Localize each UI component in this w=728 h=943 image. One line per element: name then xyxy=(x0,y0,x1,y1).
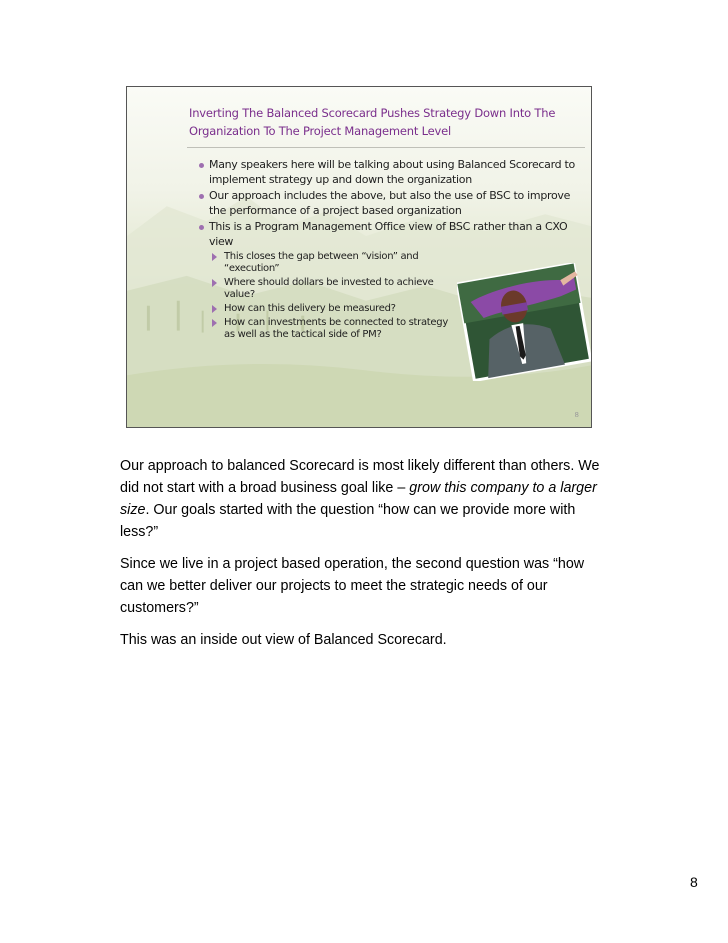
notes-text: Our approach to balanced Scorecard is most likely different than others. We did not start with a broad business goal like – xyxy=(120,458,600,496)
sub-bullet-item xyxy=(224,277,459,301)
bullet-dot-icon xyxy=(199,194,204,199)
notes-paragraph: Since we live in a project based operation, the second question was “how can we better deliver our projects to meet the strategic needs of our customers?” xyxy=(120,556,585,616)
bullet-item xyxy=(209,158,584,187)
slide-thumbnail xyxy=(126,86,592,428)
sub-bullet-list xyxy=(224,251,459,341)
triangle-bullet-icon xyxy=(212,319,217,327)
sub-bullet-text: Where should dollars be invested to achieve value? xyxy=(224,277,434,300)
sub-bullet-item xyxy=(224,317,459,341)
bullet-text: This is a Program Management Office view of BSC rather than a CXO view xyxy=(209,220,568,248)
bullet-item xyxy=(209,189,584,218)
triangle-bullet-icon xyxy=(212,279,217,287)
notes-paragraph: This was an inside out view of Balanced Scorecard. xyxy=(120,632,447,648)
sub-bullet-text: This closes the gap between “vision” and “execution” xyxy=(224,251,419,274)
slide-title-line-2: Organization To The Project Management Level xyxy=(189,124,451,138)
notes-paragraph xyxy=(120,455,610,543)
sub-bullet-text: How can this delivery be measured? xyxy=(224,303,396,315)
sub-bullet-text: How can investments be connected to strategy as well as the tactical side of PM? xyxy=(224,317,448,341)
slide-title xyxy=(189,104,569,140)
bullet-dot-icon xyxy=(199,225,204,230)
businessman-pointing-clipart-icon xyxy=(457,263,591,381)
triangle-bullet-icon xyxy=(212,253,217,261)
sub-bullet-item xyxy=(224,303,459,315)
notes-emphasis: grow this company to a larger size xyxy=(120,480,597,518)
slide-number: 8 xyxy=(574,411,579,419)
bullet-item xyxy=(209,220,584,249)
page-number: 8 xyxy=(690,874,698,890)
slide-title-line-1: Inverting The Balanced Scorecard Pushes Strategy Down Into The xyxy=(189,106,556,120)
bullet-text: Our approach includes the above, but also the use of BSC to improve the performance of a project based organization xyxy=(209,189,571,217)
notes-text: . Our goals started with the question “how can we provide more with less?” xyxy=(120,502,576,540)
bullet-text: Many speakers here will be talking about using Balanced Scorecard to implement strategy up and down the organization xyxy=(209,158,575,186)
title-divider xyxy=(187,147,585,148)
bullet-dot-icon xyxy=(199,163,204,168)
sub-bullet-item xyxy=(224,251,459,275)
triangle-bullet-icon xyxy=(212,305,217,313)
speaker-notes xyxy=(120,455,610,661)
